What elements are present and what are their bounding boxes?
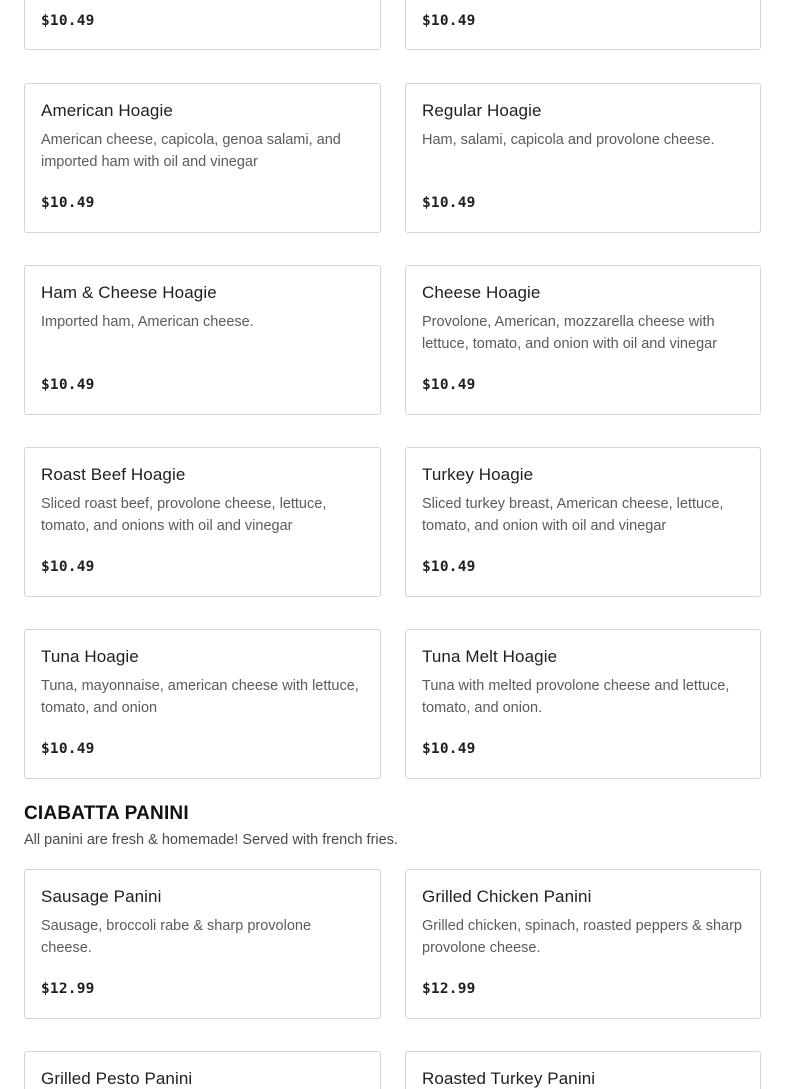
item-price: $12.99	[41, 981, 95, 997]
item-description: Sliced turkey breast, American cheese, lettuce, tomato, and onion with oil and vinegar	[422, 496, 724, 534]
menu-item-card[interactable]	[24, 447, 381, 597]
item-price: $10.49	[422, 741, 476, 757]
item-description: Tuna, mayonnaise, american cheese with lettuce, tomato, and onion	[41, 678, 359, 716]
section-subtitle: All panini are fresh & homemade! Served with french fries.	[24, 832, 398, 848]
menu-item-card[interactable]	[24, 1051, 381, 1089]
item-price: $10.49	[41, 377, 95, 393]
item-name: Grilled Pesto Panini	[41, 1069, 193, 1088]
item-description: American cheese, capicola, genoa salami, and imported ham with oil and vinegar	[41, 132, 341, 170]
item-name: Ham & Cheese Hoagie	[41, 283, 217, 302]
menu-item-card[interactable]	[405, 447, 761, 597]
menu-item-card[interactable]	[405, 0, 761, 50]
item-price: $10.49	[422, 195, 476, 211]
menu-item-card[interactable]	[405, 869, 761, 1019]
item-description: Imported ham, American cheese.	[41, 314, 254, 330]
item-price: $10.49	[41, 195, 95, 211]
item-price: $10.49	[41, 741, 95, 757]
item-price: $10.49	[41, 13, 95, 29]
menu-item-card[interactable]	[405, 265, 761, 415]
item-name: Roast Beef Hoagie	[41, 465, 186, 484]
item-description: Provolone, American, mozzarella cheese with lettuce, tomato, and onion with oil and vinegar	[422, 314, 718, 352]
item-name: Tuna Melt Hoagie	[422, 647, 558, 666]
item-name: Roasted Turkey Panini	[422, 1069, 596, 1088]
item-name: Cheese Hoagie	[422, 283, 541, 302]
item-description: Ham, salami, capicola and provolone cheese.	[422, 132, 715, 148]
menu-item-card[interactable]	[405, 83, 761, 233]
item-name: Sausage Panini	[41, 887, 162, 906]
item-description: Tuna with melted provolone cheese and lettuce, tomato, and onion.	[422, 678, 730, 716]
item-name: Turkey Hoagie	[422, 465, 534, 484]
item-description: Sausage, broccoli rabe & sharp provolone cheese.	[41, 918, 312, 956]
menu-item-card[interactable]	[24, 629, 381, 779]
item-name: Regular Hoagie	[422, 101, 542, 120]
item-price: $10.49	[422, 13, 476, 29]
item-description: Grilled chicken, spinach, roasted peppers & sharp provolone cheese.	[422, 918, 742, 956]
item-price: $12.99	[422, 981, 476, 997]
item-description: Sliced roast beef, provolone cheese, lettuce, tomato, and onions with oil and vinegar	[41, 496, 327, 534]
section-title: CIABATTA PANINI	[24, 803, 189, 824]
item-name: Grilled Chicken Panini	[422, 887, 592, 906]
item-price: $10.49	[422, 559, 476, 575]
menu-item-card[interactable]	[405, 629, 761, 779]
menu-item-card[interactable]	[24, 869, 381, 1019]
menu-item-card[interactable]	[24, 0, 381, 50]
menu-item-card[interactable]	[24, 83, 381, 233]
item-name: Tuna Hoagie	[41, 647, 139, 666]
item-price: $10.49	[422, 377, 476, 393]
menu-item-card[interactable]	[24, 265, 381, 415]
item-name: American Hoagie	[41, 101, 173, 120]
item-price: $10.49	[41, 559, 95, 575]
menu-item-card[interactable]	[405, 1051, 761, 1089]
